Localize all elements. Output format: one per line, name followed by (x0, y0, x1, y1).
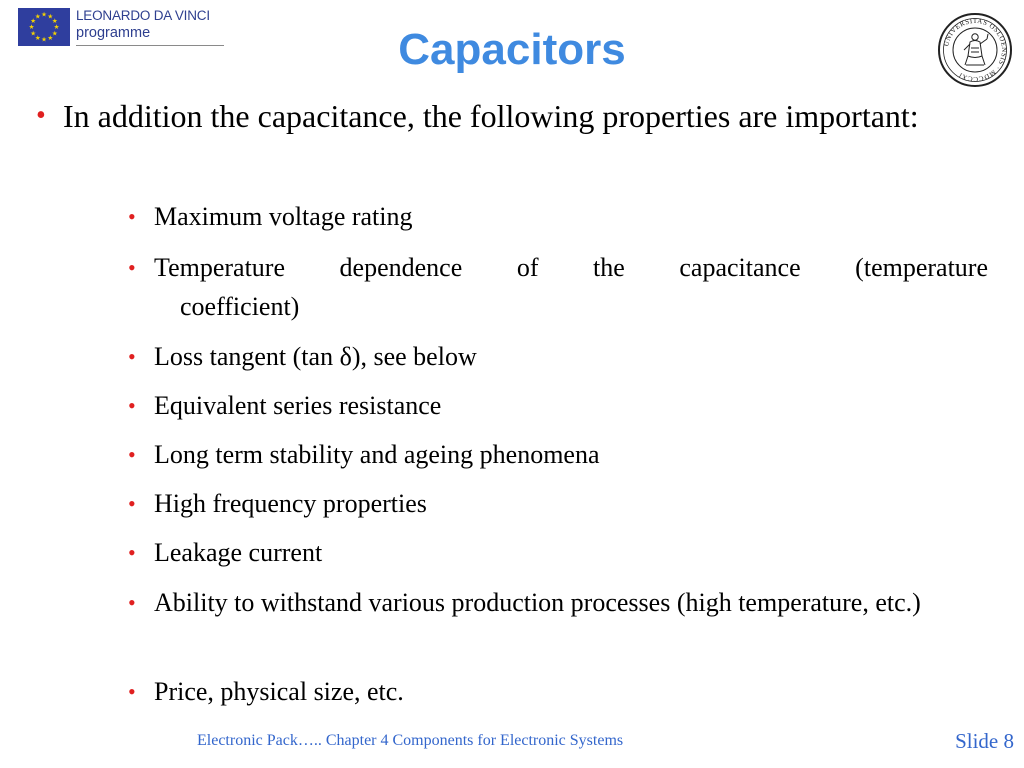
eu-star-icon: ★ (53, 23, 60, 32)
list-item (128, 484, 988, 523)
eu-star-icon: ★ (51, 29, 58, 38)
list-item (128, 533, 988, 572)
bullet-icon: • (128, 442, 136, 467)
bullet-icon: • (128, 590, 136, 615)
list-item-text: High frequency properties (154, 489, 427, 518)
list-item (128, 583, 988, 622)
bullet-icon: • (128, 344, 136, 369)
bullet-icon: • (128, 204, 136, 229)
list-item (128, 337, 988, 376)
eu-star-icon: ★ (30, 16, 37, 25)
lead-bullet-text: In addition the capacitance, the following properties are important: (63, 98, 919, 134)
list-item-continuation: coefficient) (180, 292, 300, 321)
svg-text:UNIVERSITAS OSLOENSIS · MDCCCX: UNIVERSITAS OSLOENSIS · MDCCCXI (942, 16, 1009, 84)
university-seal-icon (937, 12, 1013, 88)
logo-title: LEONARDO DA VINCI (76, 8, 210, 23)
list-item (128, 248, 988, 326)
bullet-icon: • (128, 255, 136, 280)
eu-star-icon: ★ (28, 23, 35, 32)
list-item-text: Long term stability and ageing phenomena (154, 440, 600, 469)
eu-star-icon: ★ (30, 29, 37, 38)
list-item-text: Temperature dependence of the capacitance (temperature (154, 253, 988, 282)
list-item-text: Ability to withstand various production processes (high temperature, etc.) (154, 588, 921, 617)
bullet-icon: • (128, 491, 136, 516)
slide-number: Slide 8 (955, 729, 1014, 753)
list-item (128, 197, 988, 236)
eu-star-icon: ★ (41, 35, 47, 44)
bullet-icon: • (36, 100, 46, 131)
list-item (128, 386, 988, 425)
list-item-text: Leakage current (154, 538, 323, 567)
eu-star-icon: ★ (47, 12, 54, 21)
list-item-text: Maximum voltage rating (154, 202, 413, 231)
logo-subtitle: programme (76, 25, 151, 41)
eu-star-icon: ★ (47, 34, 54, 43)
eu-star-icon: ★ (41, 10, 47, 19)
bullet-icon: • (128, 540, 136, 565)
list-item (128, 435, 988, 474)
footer-course-chapter: Electronic Pack….. Chapter 4 Components for Electronic Systems (197, 732, 624, 749)
eu-star-icon: ★ (34, 34, 41, 43)
slide-title: Capacitors (398, 25, 626, 74)
bullet-icon: • (128, 679, 136, 704)
list-item-text: Equivalent series resistance (154, 391, 442, 420)
list-item-text: Loss tangent (tan δ), see below (154, 342, 477, 371)
eu-star-icon: ★ (51, 16, 58, 25)
eu-star-icon: ★ (34, 12, 41, 21)
bullet-icon: • (128, 393, 136, 418)
lead-bullet-item (36, 96, 988, 136)
list-item-text: Price, physical size, etc. (154, 677, 404, 706)
list-item (128, 672, 988, 711)
